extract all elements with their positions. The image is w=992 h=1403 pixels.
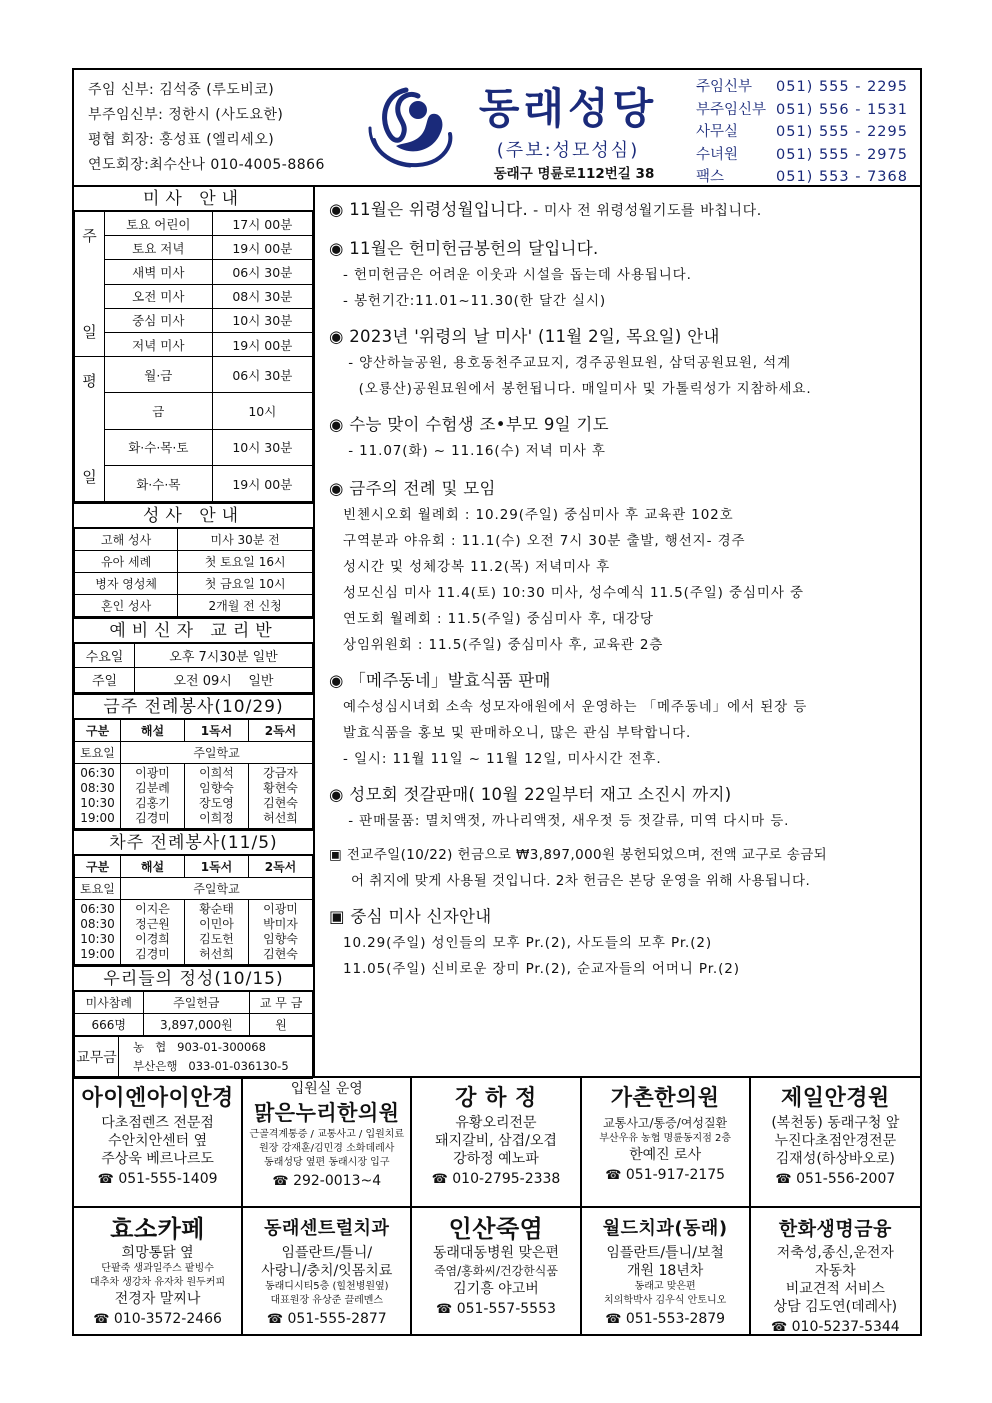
ad-line: 김기흥 야고버	[453, 1281, 539, 1297]
mass-name: 중심 미사	[105, 308, 213, 332]
col-header: 해설	[121, 719, 185, 741]
notice-item	[329, 668, 920, 772]
parish-address: 동래구 명륜로112번길 38	[493, 166, 655, 182]
ad-small: 동래디시티5층 (힐천병원옆)	[264, 1281, 389, 1292]
contact-number: 051) 553 - 7368	[776, 169, 908, 185]
time-cell: 06:30 08:30 10:30 19:00	[75, 763, 121, 828]
mass-time: 19시 00분	[212, 332, 312, 356]
ad-box	[751, 1208, 920, 1334]
ad-box	[751, 1078, 920, 1206]
ad-line: 희망통닭 옆	[121, 1245, 194, 1261]
reader1-cell: 이희석 임향숙 장도영 이희정	[185, 763, 249, 828]
reader1-cell: 황순태 이민아 김도헌 허선희	[185, 899, 249, 964]
class-time: 오전 09시 일반	[135, 668, 313, 692]
bulletin-page	[72, 68, 922, 1336]
notice-line: 발효식품을 홍보 및 판매하오니, 많은 관심 부탁합니다.	[343, 725, 692, 741]
mass-title: 미사 안내	[74, 187, 313, 211]
contact-number: 051) 555 - 2295	[776, 124, 908, 140]
class-day: 수요일	[75, 644, 135, 668]
ad-name: 아이엔아이안경	[81, 1086, 234, 1111]
notice-title: ▣ 전교주일(10/22) 헌금으로 ₩3,897,000원 봉헌되었으며, 전액 교구로 송금되	[329, 847, 828, 863]
mass-time: 17시 00분	[212, 212, 312, 236]
ad-name: 월드치과(동래)	[602, 1218, 728, 1239]
notice-title: ◉ 수능 맞이 수험생 조•부모 9일 기도	[329, 415, 609, 434]
mass-time: 10시 30분	[212, 308, 312, 332]
ad-name: 인산죽염	[448, 1215, 544, 1243]
col-header: 구분	[75, 855, 121, 877]
ad-box	[74, 1208, 243, 1334]
reader2-cell: 이광미 박미자 임향숙 김현숙	[249, 899, 313, 964]
contact-label: 주임신부	[696, 79, 753, 95]
contact-label: 수녀원	[696, 146, 739, 163]
ad-phone: ☎ 292-0013~4	[272, 1173, 382, 1189]
class-time: 오후 7시30분 일반	[135, 644, 313, 668]
ad-small: 부산우유 농협 명륜동지점 2층	[599, 1133, 732, 1144]
commentator-cell: 이지은 정근원 이경희 김경미	[121, 899, 185, 964]
servers-this-title: 금주 전례봉사(10/29)	[74, 695, 313, 719]
mass-schedule	[74, 211, 313, 504]
ad-line: 자동차	[815, 1263, 856, 1279]
offering-value: 3,897,000원	[143, 1013, 250, 1035]
ad-phone: ☎ 051-555-1409	[97, 1171, 218, 1187]
sacrament-name: 혼인 성사	[75, 595, 178, 617]
sacrament-table	[74, 528, 313, 619]
mass-time: 10시	[212, 393, 312, 429]
offering-header: 주일헌금	[143, 991, 250, 1013]
ad-line: 교통사고/통증/여성질환	[603, 1116, 728, 1130]
clergy-line: 주임 신부: 김석중 (루도비코)	[88, 82, 275, 98]
phone-icon: ☎	[775, 1172, 792, 1187]
attendance-value: 666명	[75, 1013, 144, 1035]
ad-line: 강하정 예노파	[453, 1151, 539, 1167]
ad-box	[582, 1078, 751, 1206]
ad-line: 김재성(하상바오로)	[775, 1151, 895, 1167]
offering-header: 미사참례	[75, 991, 144, 1013]
sacrament-time: 첫 토요일 16시	[178, 551, 313, 573]
parish-subtitle: (주보:성모성심)	[496, 140, 640, 161]
notice-line: 연도회 월례회 : 11.5(주일) 중심미사 후, 대강당	[343, 611, 654, 627]
ad-phone: ☎ 010-5237-5344	[770, 1319, 900, 1334]
ad-box	[74, 1078, 243, 1206]
ad-small: 근골격계통증 / 교통사고 / 입원치료	[249, 1129, 405, 1140]
advertisements	[74, 1076, 920, 1334]
ad-small: 단팥죽 생과일주스 팥빙수	[101, 1263, 214, 1274]
catechumen-table	[74, 643, 313, 694]
phone-icon: ☎	[266, 1312, 284, 1327]
saturday-label: 토요일	[75, 877, 121, 899]
ad-name: 효소카페	[110, 1215, 205, 1243]
ad-name: 맑은누리한의원	[254, 1101, 400, 1125]
ad-name: 가촌한의원	[610, 1086, 720, 1111]
ad-small: 원장 강재훈/김민경 소화데레사	[259, 1143, 395, 1154]
notice-item	[329, 904, 920, 982]
notice-line: (오룡산)공원묘원에서 봉헌됩니다. 매일미사 및 가톨릭성가 지참하세요.	[343, 381, 812, 397]
servers-next-table	[74, 855, 313, 967]
contact-label: 사무실	[696, 124, 739, 140]
commentator-cell: 이광미 김분례 김홍기 김경미	[121, 763, 185, 828]
notice-item	[329, 842, 920, 894]
phone-icon: ☎	[436, 1302, 453, 1317]
mass-time: 06시 30분	[212, 357, 312, 393]
mass-name: 토요 어린이	[105, 212, 213, 236]
col-header: 해설	[121, 855, 185, 877]
notice-item	[329, 324, 920, 402]
contact-list	[696, 76, 918, 189]
notice-line: 예수성심시녀회 소속 성모자애원에서 운영하는 「메주동네」에서 된장 등	[343, 699, 808, 715]
ad-line: 임플란트/틀니/보철	[606, 1245, 724, 1261]
offering-title: 우리들의 정성(10/15)	[74, 967, 313, 991]
notice-item	[329, 412, 920, 464]
ad-line: 상담 김도연(데레사)	[773, 1299, 898, 1315]
ad-line: 유황오리전문	[455, 1115, 537, 1131]
ad-phone: ☎ 051-553-2879	[605, 1311, 726, 1327]
notice-line: - 판매물품: 멸치액젓, 까나리액젓, 새우젓 등 젓갈류, 미역 다시마 등.	[343, 813, 790, 829]
ad-line: 비교견적 서비스	[785, 1281, 885, 1297]
notice-title: ◉ 「메주동네」발효식품 판매	[329, 671, 551, 690]
phone-icon: ☎	[97, 1172, 114, 1187]
phone-icon: ☎	[272, 1174, 289, 1189]
offering-header: 교 무 금	[250, 991, 313, 1013]
notice-title: ◉ 11월은 헌미헌금봉헌의 달입니다.	[329, 239, 599, 258]
offering-table	[74, 991, 313, 1079]
mass-time: 19시 00분	[212, 465, 312, 501]
ad-line: (복천동) 동래구청 앞	[771, 1115, 900, 1131]
sacrament-time: 2개월 전 신청	[178, 595, 313, 617]
header	[74, 70, 920, 187]
contact-row	[696, 166, 918, 189]
account-label: 교무금	[75, 1036, 119, 1078]
phone-icon: ☎	[605, 1312, 622, 1327]
notices	[317, 187, 920, 1076]
sacrament-time: 미사 30분 전	[178, 529, 313, 551]
ad-phone: ☎ 051-555-2877	[266, 1311, 387, 1327]
ad-phone: ☎ 051-557-5553	[436, 1301, 556, 1317]
contact-row	[696, 76, 918, 99]
ad-row	[74, 1206, 920, 1334]
contact-row	[696, 121, 918, 144]
col-header: 1독서	[185, 855, 249, 877]
dues-value: 원	[250, 1013, 313, 1035]
sacrament-name: 유아 세례	[75, 551, 178, 573]
ad-line: 다초점렌즈 전문점	[101, 1115, 214, 1131]
madonna-logo-icon	[366, 82, 456, 174]
ad-phone: ☎ 051-917-2175	[605, 1167, 726, 1183]
saturday-value: 주일학교	[121, 741, 313, 763]
ad-line: 한예진 로사	[629, 1147, 702, 1163]
notice-line: 상임위원회 : 11.5(주일) 중심미사 후, 교육관 2층	[343, 637, 664, 653]
clergy-line: 부주임신부: 정한시 (사도요한)	[88, 107, 284, 123]
ad-box	[243, 1208, 412, 1334]
mass-name: 오전 미사	[105, 284, 213, 308]
ad-box	[243, 1078, 412, 1206]
notice-line: 성모신심 미사 11.4(토) 10:30 미사, 성수예식 11.5(주일) 중심미사 중	[343, 585, 804, 601]
contact-number: 051) 555 - 2295	[776, 79, 908, 95]
saturday-value: 주일학교	[121, 877, 313, 899]
col-header: 2독서	[249, 855, 313, 877]
reader2-cell: 강금자 황현숙 김현숙 허선희	[249, 763, 313, 828]
mass-name: 월·금	[105, 357, 213, 393]
ad-row	[74, 1078, 920, 1206]
catechumen-title: 예비신자 교리반	[74, 619, 313, 643]
notice-line: 10.29(주일) 성인들의 모후 Pr.(2), 사도들의 모후 Pr.(2)	[343, 935, 713, 951]
notice-item	[329, 197, 920, 224]
ad-name: 제일안경원	[780, 1086, 890, 1111]
mass-name: 저녁 미사	[105, 332, 213, 356]
ad-small: 대표원장 유상준 끌레멘스	[270, 1295, 384, 1306]
saturday-label: 토요일	[75, 741, 121, 763]
phone-icon: ☎	[605, 1168, 622, 1183]
sunday-label: 주 일	[75, 212, 105, 357]
contact-label: 팩스	[696, 169, 725, 185]
ad-top: 입원실 운영	[290, 1081, 363, 1097]
contact-row	[696, 99, 918, 122]
mass-time: 06시 30분	[212, 260, 312, 284]
ad-phone: ☎ 051-556-2007	[775, 1171, 896, 1187]
contact-row	[696, 144, 918, 167]
mass-name: 화·수·목·토	[105, 429, 213, 465]
time-cell: 06:30 08:30 10:30 19:00	[75, 899, 121, 964]
ad-name: 한화생명금융	[778, 1218, 892, 1240]
notice-title: ▣ 중심 미사 신자안내	[329, 907, 492, 926]
contact-number: 051) 556 - 1531	[776, 101, 908, 118]
sacrament-title: 성사 안내	[74, 504, 313, 528]
ad-small: 대추차 생강차 유자차 원두커피	[90, 1277, 226, 1288]
phone-icon: ☎	[431, 1172, 448, 1187]
notice-line: - 봉헌기간:11.01~11.30(한 달간 실시)	[343, 293, 607, 309]
notice-item	[329, 236, 920, 314]
notice-item	[329, 782, 920, 834]
mass-name: 토요 저녁	[105, 236, 213, 260]
servers-this-table	[74, 719, 313, 831]
sacrament-name: 병자 영성체	[75, 573, 178, 595]
class-day: 주일	[75, 668, 135, 692]
notice-line: - 헌미헌금은 어려운 이웃과 시설을 돕는데 사용됩니다.	[343, 267, 692, 283]
notice-title: ◉ 2023년 '위령의 날 미사' (11월 2일, 목요일) 안내	[329, 327, 720, 346]
ad-line: 전경자 말찌나	[114, 1291, 201, 1307]
phone-icon: ☎	[93, 1312, 110, 1327]
ad-line: 돼지갈비, 삼겹/오겹	[435, 1133, 557, 1149]
ad-line: 주상욱 베르나르도	[101, 1151, 214, 1167]
account-cell: 농 협 903-01-300068 부산은행 033-01-036130-5	[119, 1036, 313, 1078]
mass-time: 10시 30분	[212, 429, 312, 465]
ad-line: 수안치안센터 옆	[108, 1133, 208, 1149]
servers-next-title: 차주 전례봉사(11/5)	[74, 831, 313, 855]
notice-title: ◉ 금주의 전례 및 모임	[329, 479, 496, 498]
ad-small: 동래고 맞은편	[634, 1281, 696, 1292]
left-sidebar	[74, 187, 315, 1076]
notice-line: - 일시: 11월 11일 ~ 11월 12일, 미사시간 전후.	[343, 751, 662, 767]
phone-icon: ☎	[770, 1320, 788, 1334]
mass-name: 새벽 미사	[105, 260, 213, 284]
col-header: 1독서	[185, 719, 249, 741]
ad-box	[582, 1208, 751, 1334]
mass-name: 화·수·목	[105, 465, 213, 501]
ad-phone: ☎ 010-2795-2338	[431, 1171, 561, 1187]
col-header: 2독서	[249, 719, 313, 741]
ad-line: 개원 18년차	[626, 1263, 704, 1279]
mass-time: 19시 00분	[212, 236, 312, 260]
notice-line: 구역분과 야유회 : 11.1(수) 오전 7시 30분 출발, 행선지- 경주	[343, 533, 746, 549]
ad-small: 죽염/홍화씨/건강한식품	[433, 1264, 558, 1278]
clergy-line: 평협 회장: 홍성표 (엘리세오)	[88, 132, 275, 148]
notice-title: ◉ 성모회 젓갈판매( 10월 22일부터 재고 소진시 까지)	[329, 785, 732, 804]
notice-line: 빈첸시오회 월례회 : 10.29(주일) 중심미사 후 교육관 102호	[343, 507, 734, 523]
ad-line: 누진다초점안경전문	[774, 1133, 897, 1149]
ad-line: 저축성,종신,운전자	[776, 1245, 894, 1261]
ad-box	[412, 1078, 581, 1206]
weekday-label: 평 일	[75, 357, 105, 502]
ad-line: 사랑니/충치/잇몸치료	[261, 1263, 393, 1279]
sacrament-name: 고해 성사	[75, 529, 178, 551]
clergy-info	[88, 78, 368, 178]
ad-line: 임플란트/틀니/	[281, 1245, 373, 1261]
ad-name: 강 하 정	[455, 1086, 537, 1111]
notice-title: ◉ 11월은 위령성월입니다. - 미사 전 위령성월기도를 바칩니다.	[329, 200, 762, 219]
ad-name: 동래센트럴치과	[264, 1218, 390, 1239]
parish-title: 동래성당	[478, 84, 658, 133]
contact-number: 051) 555 - 2975	[776, 146, 908, 163]
ad-small: 치의학박사 김우식 안토니오	[604, 1295, 727, 1306]
mass-name: 금	[105, 393, 213, 429]
mass-time: 08시 30분	[212, 284, 312, 308]
ad-small: 동래성당 옆편 동래시장 입구	[264, 1157, 390, 1168]
clergy-line: 연도회장:최수산나 010-4005-8866	[88, 157, 325, 173]
notice-item	[329, 476, 920, 658]
ad-line: 동래대동병원 맞은편	[432, 1245, 560, 1261]
ad-box	[412, 1208, 581, 1334]
notice-line: 어 취지에 맞게 사용될 것입니다. 2차 헌금은 본당 운영을 위해 사용됩니다.	[351, 873, 811, 889]
col-header: 구분	[75, 719, 121, 741]
ad-phone: ☎ 010-3572-2466	[93, 1311, 222, 1327]
notice-line: - 11.07(화) ~ 11.16(수) 저녁 미사 후	[343, 443, 606, 459]
notice-line: 11.05(주일) 신비로운 장미 Pr.(2), 순교자들의 어머니 Pr.(2)	[343, 961, 740, 977]
contact-label: 부주임신부	[696, 101, 767, 118]
notice-line: 성시간 및 성체강복 11.2(목) 저녁미사 후	[343, 559, 611, 575]
sacrament-time: 첫 금요일 10시	[178, 573, 313, 595]
notice-line: - 양산하늘공원, 용호동천주교묘지, 경주공원묘원, 삼덕공원묘원, 석계	[343, 355, 792, 371]
